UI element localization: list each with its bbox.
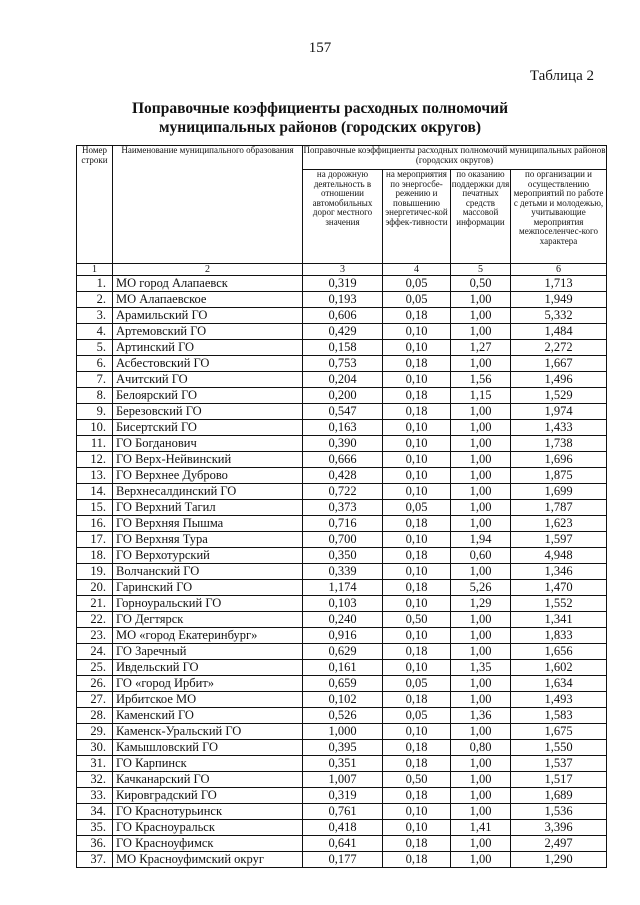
row-number: 25. [77,660,113,676]
municipality-name: МО Красноуфимский округ [113,852,303,868]
press-coefficient: 1,00 [451,420,511,436]
table-row [77,484,607,500]
road-coefficient: 0,395 [303,740,383,756]
road-coefficient: 0,666 [303,452,383,468]
municipality-name: Каменский ГО [113,708,303,724]
road-coefficient: 0,390 [303,436,383,452]
youth-coefficient: 1,602 [511,660,607,676]
table-row [77,788,607,804]
municipality-name: ГО Верхняя Пышма [113,516,303,532]
road-coefficient: 0,351 [303,756,383,772]
road-coefficient: 0,319 [303,276,383,292]
table-row [77,740,607,756]
road-coefficient: 0,200 [303,388,383,404]
youth-coefficient: 1,667 [511,356,607,372]
energy-coefficient: 0,10 [383,820,451,836]
press-coefficient: 1,00 [451,324,511,340]
press-coefficient: 1,00 [451,308,511,324]
road-coefficient: 0,722 [303,484,383,500]
press-coefficient: 1,00 [451,436,511,452]
table-row [77,388,607,404]
press-coefficient: 1,00 [451,788,511,804]
energy-coefficient: 0,05 [383,500,451,516]
energy-coefficient: 0,10 [383,484,451,500]
youth-coefficient: 1,484 [511,324,607,340]
title-line-2: муниципальных районов (городских округов) [158,119,482,136]
row-number: 23. [77,628,113,644]
municipality-name: ГО Красноуральск [113,820,303,836]
press-coefficient: 1,00 [451,404,511,420]
youth-coefficient: 1,496 [511,372,607,388]
municipality-name: Артемовский ГО [113,324,303,340]
row-number: 7. [77,372,113,388]
energy-coefficient: 0,18 [383,580,451,596]
youth-coefficient: 1,974 [511,404,607,420]
energy-coefficient: 0,18 [383,308,451,324]
youth-coefficient: 1,623 [511,516,607,532]
municipality-name: Каменск-Уральский ГО [113,724,303,740]
press-coefficient: 1,00 [451,292,511,308]
energy-coefficient: 0,10 [383,324,451,340]
youth-coefficient: 1,634 [511,676,607,692]
road-coefficient: 0,526 [303,708,383,724]
row-number: 18. [77,548,113,564]
youth-coefficient: 1,713 [511,276,607,292]
row-number: 17. [77,532,113,548]
municipality-name: Белоярский ГО [113,388,303,404]
youth-coefficient: 2,272 [511,340,607,356]
row-number: 24. [77,644,113,660]
table-row [77,708,607,724]
table-row [77,340,607,356]
table-row [77,404,607,420]
coefficients-table [76,145,607,868]
row-number: 12. [77,452,113,468]
municipality-name: ГО Заречный [113,644,303,660]
row-number: 14. [77,484,113,500]
table-row [77,436,607,452]
youth-coefficient: 1,583 [511,708,607,724]
municipality-name: ГО Карпинск [113,756,303,772]
table-row [77,820,607,836]
row-number: 5. [77,340,113,356]
road-coefficient: 0,161 [303,660,383,676]
row-number: 33. [77,788,113,804]
youth-coefficient: 1,689 [511,788,607,804]
table-row [77,692,607,708]
road-coefficient: 0,373 [303,500,383,516]
municipality-name: ГО Дегтярск [113,612,303,628]
youth-coefficient: 1,696 [511,452,607,468]
table-row [77,500,607,516]
row-number: 11. [77,436,113,452]
table-row [77,644,607,660]
youth-coefficient: 1,346 [511,564,607,580]
column-number: 1 [77,264,113,276]
title-line-1: Поправочные коэффициенты расходных полномочий [131,100,509,117]
table-body [77,276,607,868]
municipality-name: ГО Богданович [113,436,303,452]
road-coefficient: 0,606 [303,308,383,324]
municipality-name: ГО Краснотурьинск [113,804,303,820]
press-coefficient: 1,00 [451,692,511,708]
press-coefficient: 1,00 [451,452,511,468]
energy-coefficient: 0,05 [383,276,451,292]
youth-coefficient: 1,550 [511,740,607,756]
energy-coefficient: 0,50 [383,612,451,628]
road-coefficient: 0,103 [303,596,383,612]
table-row [77,276,607,292]
table-row [77,724,607,740]
road-coefficient: 0,429 [303,324,383,340]
youth-coefficient: 1,787 [511,500,607,516]
table-row [77,564,607,580]
press-coefficient: 1,00 [451,804,511,820]
row-number: 22. [77,612,113,628]
press-coefficient: 1,29 [451,596,511,612]
header-energy-saving: на мероприятия по энергосбе-режению и повышению энергетичес-кой эффек-тивности [383,170,451,264]
header-youth-work: по организации и осуществлению мероприятий по работе с детьми и молодежью, учитывающие мероприятия межпоселенчес-кого характера [511,170,607,264]
row-number: 10. [77,420,113,436]
youth-coefficient: 1,738 [511,436,607,452]
youth-coefficient: 1,537 [511,756,607,772]
row-number: 3. [77,308,113,324]
road-coefficient: 0,641 [303,836,383,852]
municipality-name: Горноуральский ГО [113,596,303,612]
road-coefficient: 1,174 [303,580,383,596]
municipality-name: Гаринский ГО [113,580,303,596]
press-coefficient: 1,00 [451,724,511,740]
table-header [77,146,607,276]
press-coefficient: 1,35 [451,660,511,676]
table-row [77,756,607,772]
table-row [77,324,607,340]
press-coefficient: 5,26 [451,580,511,596]
road-coefficient: 0,716 [303,516,383,532]
municipality-name: Качканарский ГО [113,772,303,788]
table-row [77,420,607,436]
row-number: 36. [77,836,113,852]
press-coefficient: 1,94 [451,532,511,548]
press-coefficient: 1,00 [451,516,511,532]
column-number: 4 [383,264,451,276]
road-coefficient: 0,177 [303,852,383,868]
energy-coefficient: 0,18 [383,788,451,804]
municipality-name: Кировградский ГО [113,788,303,804]
table-row [77,836,607,852]
row-number: 34. [77,804,113,820]
row-number: 28. [77,708,113,724]
table-row [77,548,607,564]
table-row [77,356,607,372]
energy-coefficient: 0,18 [383,548,451,564]
press-coefficient: 1,41 [451,820,511,836]
energy-coefficient: 0,18 [383,740,451,756]
road-coefficient: 0,916 [303,628,383,644]
youth-coefficient: 1,536 [511,804,607,820]
press-coefficient: 1,36 [451,708,511,724]
youth-coefficient: 3,396 [511,820,607,836]
row-number: 9. [77,404,113,420]
press-coefficient: 0,80 [451,740,511,756]
energy-coefficient: 0,18 [383,388,451,404]
row-number: 32. [77,772,113,788]
youth-coefficient: 1,699 [511,484,607,500]
energy-coefficient: 0,10 [383,468,451,484]
municipality-name: Березовский ГО [113,404,303,420]
municipality-name: Арамильский ГО [113,308,303,324]
youth-coefficient: 1,517 [511,772,607,788]
road-coefficient: 0,240 [303,612,383,628]
row-number: 37. [77,852,113,868]
youth-coefficient: 1,529 [511,388,607,404]
energy-coefficient: 0,18 [383,404,451,420]
energy-coefficient: 0,18 [383,516,451,532]
municipality-name: ГО Верхний Тагил [113,500,303,516]
road-coefficient: 0,193 [303,292,383,308]
row-number: 1. [77,276,113,292]
row-number: 20. [77,580,113,596]
road-coefficient: 0,163 [303,420,383,436]
column-number: 3 [303,264,383,276]
road-coefficient: 0,418 [303,820,383,836]
youth-coefficient: 1,597 [511,532,607,548]
road-coefficient: 0,339 [303,564,383,580]
press-coefficient: 0,60 [451,548,511,564]
youth-coefficient: 1,341 [511,612,607,628]
municipality-name: ГО Верхнее Дуброво [113,468,303,484]
youth-coefficient: 1,875 [511,468,607,484]
press-coefficient: 1,15 [451,388,511,404]
energy-coefficient: 0,10 [383,628,451,644]
row-number: 29. [77,724,113,740]
row-number: 8. [77,388,113,404]
column-number: 5 [451,264,511,276]
header-road-activity: на дорожную деятельность в отношении автомобильных дорог местного значения [303,170,383,264]
energy-coefficient: 0,10 [383,436,451,452]
energy-coefficient: 0,05 [383,676,451,692]
press-coefficient: 1,00 [451,852,511,868]
press-coefficient: 1,00 [451,356,511,372]
press-coefficient: 1,56 [451,372,511,388]
road-coefficient: 0,204 [303,372,383,388]
row-number: 26. [77,676,113,692]
press-coefficient: 1,00 [451,612,511,628]
municipality-name: Камышловский ГО [113,740,303,756]
youth-coefficient: 1,656 [511,644,607,660]
road-coefficient: 0,350 [303,548,383,564]
table-label: Таблица 2 [529,68,594,84]
press-coefficient: 1,00 [451,756,511,772]
row-number: 13. [77,468,113,484]
row-number: 21. [77,596,113,612]
row-number: 31. [77,756,113,772]
press-coefficient: 0,50 [451,276,511,292]
youth-coefficient: 4,948 [511,548,607,564]
energy-coefficient: 0,10 [383,724,451,740]
road-coefficient: 0,753 [303,356,383,372]
energy-coefficient: 0,10 [383,564,451,580]
row-number: 4. [77,324,113,340]
row-number: 6. [77,356,113,372]
road-coefficient: 0,102 [303,692,383,708]
energy-coefficient: 0,18 [383,356,451,372]
energy-coefficient: 0,10 [383,420,451,436]
energy-coefficient: 0,10 [383,340,451,356]
municipality-name: ГО Верхотурский [113,548,303,564]
municipality-name: ГО «город Ирбит» [113,676,303,692]
row-number: 16. [77,516,113,532]
press-coefficient: 1,00 [451,772,511,788]
energy-coefficient: 0,10 [383,804,451,820]
table-row [77,308,607,324]
table-row [77,516,607,532]
table-row [77,676,607,692]
table-row [77,852,607,868]
municipality-name: ГО Верх-Нейвинский [113,452,303,468]
press-coefficient: 1,00 [451,500,511,516]
road-coefficient: 0,761 [303,804,383,820]
energy-coefficient: 0,18 [383,852,451,868]
youth-coefficient: 1,493 [511,692,607,708]
row-number: 15. [77,500,113,516]
table-row [77,596,607,612]
column-number: 6 [511,264,607,276]
municipality-name: Верхнесалдинский ГО [113,484,303,500]
energy-coefficient: 0,10 [383,596,451,612]
energy-coefficient: 0,05 [383,708,451,724]
table-row [77,452,607,468]
municipality-name: ГО Красноуфимск [113,836,303,852]
press-coefficient: 1,00 [451,644,511,660]
road-coefficient: 0,428 [303,468,383,484]
youth-coefficient: 2,497 [511,836,607,852]
municipality-name: МО Алапаевское [113,292,303,308]
energy-coefficient: 0,10 [383,372,451,388]
road-coefficient: 1,007 [303,772,383,788]
row-number: 2. [77,292,113,308]
press-coefficient: 1,27 [451,340,511,356]
energy-coefficient: 0,50 [383,772,451,788]
column-number: 2 [113,264,303,276]
header-group: Поправочные коэффициенты расходных полномочий муниципальных районов (городских округов) [303,146,607,170]
youth-coefficient: 1,470 [511,580,607,596]
municipality-name: Волчанский ГО [113,564,303,580]
youth-coefficient: 1,949 [511,292,607,308]
table-row [77,612,607,628]
table-row [77,804,607,820]
municipality-name: Артинский ГО [113,340,303,356]
municipality-name: ГО Верхняя Тура [113,532,303,548]
press-coefficient: 1,00 [451,468,511,484]
row-number: 30. [77,740,113,756]
road-coefficient: 0,659 [303,676,383,692]
table-row [77,372,607,388]
road-coefficient: 1,000 [303,724,383,740]
municipality-name: Асбестовский ГО [113,356,303,372]
municipality-name: Ирбитское МО [113,692,303,708]
row-number: 27. [77,692,113,708]
youth-coefficient: 1,833 [511,628,607,644]
press-coefficient: 1,00 [451,484,511,500]
table-row [77,580,607,596]
youth-coefficient: 1,552 [511,596,607,612]
table-row [77,532,607,548]
road-coefficient: 0,700 [303,532,383,548]
header-row-number: Номер строки [77,146,113,264]
page-number: 157 [308,40,332,56]
header-name: Наименование муниципального образования [113,146,303,264]
press-coefficient: 1,00 [451,676,511,692]
energy-coefficient: 0,18 [383,644,451,660]
youth-coefficient: 1,290 [511,852,607,868]
municipality-name: Ивдельский ГО [113,660,303,676]
table-row [77,292,607,308]
press-coefficient: 1,00 [451,564,511,580]
municipality-name: Бисертский ГО [113,420,303,436]
youth-coefficient: 5,332 [511,308,607,324]
energy-coefficient: 0,10 [383,452,451,468]
energy-coefficient: 0,10 [383,660,451,676]
municipality-name: Ачитский ГО [113,372,303,388]
energy-coefficient: 0,10 [383,532,451,548]
document-title [0,99,640,137]
press-coefficient: 1,00 [451,628,511,644]
row-number: 35. [77,820,113,836]
road-coefficient: 0,547 [303,404,383,420]
header-press-support: по оказанию поддержки для печатных средств массовой информации [451,170,511,264]
energy-coefficient: 0,18 [383,692,451,708]
table-row [77,772,607,788]
road-coefficient: 0,319 [303,788,383,804]
press-coefficient: 1,00 [451,836,511,852]
table-row [77,628,607,644]
road-coefficient: 0,158 [303,340,383,356]
energy-coefficient: 0,18 [383,756,451,772]
energy-coefficient: 0,05 [383,292,451,308]
energy-coefficient: 0,18 [383,836,451,852]
column-number-row [77,264,607,276]
road-coefficient: 0,629 [303,644,383,660]
municipality-name: МО «город Екатеринбург» [113,628,303,644]
table-row [77,660,607,676]
municipality-name: МО город Алапаевск [113,276,303,292]
row-number: 19. [77,564,113,580]
youth-coefficient: 1,433 [511,420,607,436]
youth-coefficient: 1,675 [511,724,607,740]
table-row [77,468,607,484]
